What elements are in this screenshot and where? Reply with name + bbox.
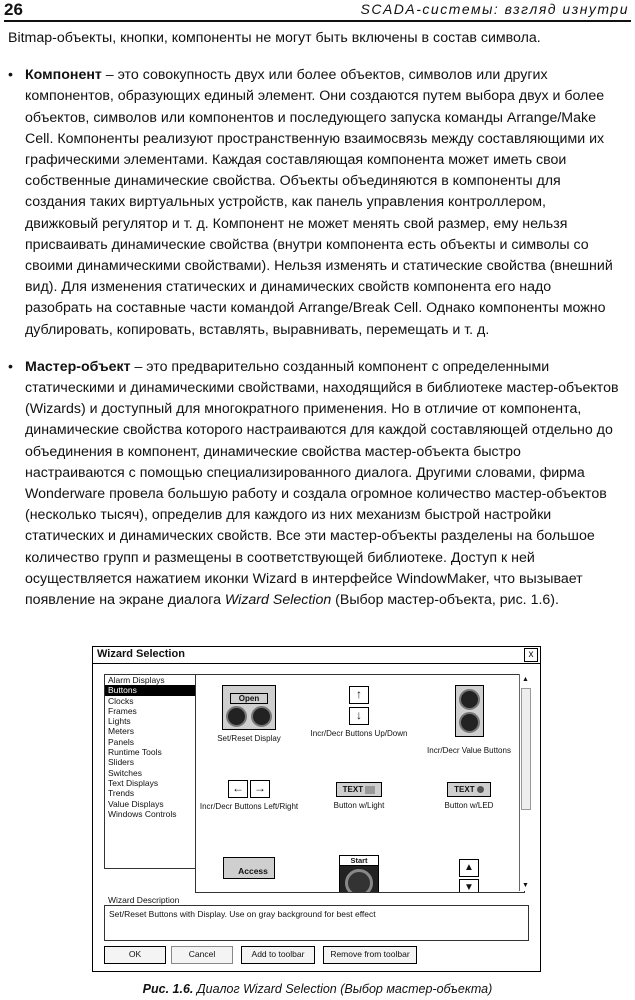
scroll-up-icon[interactable]: ▲ (522, 676, 529, 683)
wizard-set-reset-display[interactable] (195, 685, 304, 744)
arrow-up-icon: ↑ (349, 686, 369, 704)
list-item[interactable]: Trends (108, 788, 135, 799)
triangle-up-icon: ▲ (459, 859, 479, 877)
add-to-toolbar-button[interactable]: Add to toolbar (241, 946, 315, 964)
description-box: Set/Reset Buttons with Display. Use on gray background for best effect (104, 905, 529, 941)
italic-dialog-name: Wizard Selection (224, 592, 332, 609)
remove-from-toolbar-button[interactable]: Remove from toolbar (323, 946, 417, 964)
list-item[interactable]: Panels (108, 736, 134, 747)
wizard-label: Incr/Decr Buttons Up/Down (310, 729, 408, 738)
description-label: Wizard Description (108, 895, 180, 905)
light-indicator-icon (365, 786, 375, 794)
incr-round-icon (459, 689, 480, 710)
wizard-incr-decr-value[interactable] (414, 685, 524, 756)
list-item[interactable]: Buttons (105, 685, 195, 695)
start-round-icon (345, 869, 373, 893)
wizard-label: Set/Reset Display (217, 734, 281, 743)
start-label: Start (340, 856, 378, 866)
decr-round-icon (459, 712, 480, 733)
wizard-incr-decr-up-down[interactable] (304, 685, 414, 739)
triangle-down-icon: ▼ (459, 879, 479, 893)
reset-lamp-icon (226, 706, 247, 727)
wizard-label: Incr/Decr Value Buttons (427, 746, 511, 755)
bullet-master-object (8, 357, 620, 611)
list-item[interactable]: Text Displays (108, 777, 159, 788)
definition-text: – это предварительно созданный компонент с определенными статическими и динамическими свойствами, находящийся в библиотеке мастер-объектов (Wizards) и доступный для многократного применения. Но в отличие от компонента, динамические свойства которого настраиваются для каждой составляющей отдельно до объединения в компонент, динамические свойства мастер-объекта быстро настраиваются с помощью специализированного диалога. Другими словами, фирма Wonderware провела большую работу и создала огромное количество мастер-объектов (несколько тысяч), определив для каждого из них механизм быстрой настройки статических и динамических свойств. Все эти мастер-объекты разделены на большое количество групп и размещены в соответствующей библиотеке. Доступ к ней осуществляется нажатием иконки Wizard в интерфейсе WindowMaker, что вызывает появление на экране диалога (25, 358, 619, 609)
definition-text: – это совокупность двух или более объектов, символов или других компонентов, образующих единый элемент. Они создаются путем выбора двух и более объектов, символов или компонентов и последующего запуска команды Arrange/Make Cell. Компоненты реализуют пространственную взаимосвязь между составляющими их графическими элементами. Каждая составляющая компонента может иметь свои собственные динамические свойства. Объекты объединяются в компоненты для создания таких виртуальных устройств, как панель управления контроллером, движковый регулятор и т. д. Компонент не может менять свой размер, ему нельзя присваивать динамические свойства (внутри компонента есть объекты и символы со своими динамическими свойствами). Нельзя изменять и статические свойства (внешний вид). Для изменения статических и динамических свойств компонента его надо разобрать на составные части командой Arrange/Break Cell. Однако компоненты можно дублировать, копировать, вставлять, выравнивать, перемещать и т. д. (25, 67, 613, 338)
figure-number: Рис. 1.6. (142, 982, 194, 996)
category-list[interactable] (104, 674, 196, 869)
wizard-label: Incr/Decr Buttons Left/Right (199, 802, 299, 811)
bullet-marker: • (8, 67, 13, 84)
figure-caption (0, 982, 635, 996)
bullet-paragraph (25, 65, 620, 341)
bullet-component (8, 65, 620, 341)
page-number: 26 (4, 0, 23, 19)
arrow-left-icon: ← (228, 780, 248, 798)
bullet-marker: • (8, 358, 13, 375)
up-down-graphic (349, 685, 369, 725)
figure-caption-text: Диалог Wizard Selection (Выбор мастер-объекта) (193, 982, 493, 996)
cancel-button[interactable]: Cancel (171, 946, 233, 964)
triangle-buttons-graphic (459, 857, 479, 893)
close-icon[interactable]: x (524, 648, 538, 662)
led-indicator-icon (477, 786, 484, 793)
set-lamp-icon (251, 706, 272, 727)
text-caption: TEXT (454, 785, 475, 794)
button-led-graphic (447, 782, 491, 797)
preview-scrollbar[interactable] (519, 674, 531, 891)
list-item[interactable]: Lights (108, 716, 131, 727)
dialog-title: Wizard Selection (97, 648, 185, 660)
term-master-object: Мастер-объект (25, 358, 131, 375)
list-item[interactable]: Windows Controls (108, 808, 177, 819)
set-reset-graphic (222, 685, 276, 730)
intro-paragraph: Bitmap-объекты, кнопки, компоненты не могут быть включены в состав символа. (8, 30, 541, 46)
list-item[interactable]: Switches (108, 767, 143, 778)
wizard-up-down-triangles[interactable] (414, 857, 524, 893)
ok-button[interactable]: OK (104, 946, 166, 964)
wizard-incr-decr-left-right[interactable] (195, 779, 304, 812)
list-item[interactable]: Meters (108, 726, 134, 737)
text-caption: TEXT (342, 785, 364, 794)
list-item[interactable]: Alarm Displays (108, 675, 165, 685)
definition-tail: (Выбор мастер-объекта, рис. 1.6). (331, 592, 559, 609)
list-item[interactable]: Sliders (108, 757, 134, 768)
access-button-graphic: Access (223, 857, 275, 879)
wizard-button-with-light[interactable] (304, 779, 414, 811)
wizard-start-button[interactable] (304, 850, 414, 893)
bullet-paragraph (25, 357, 620, 611)
running-head: SCADA-системы: взгляд изнутри (360, 1, 629, 17)
value-buttons-graphic (455, 685, 484, 737)
open-label: Open (230, 693, 268, 704)
scroll-thumb[interactable] (521, 688, 531, 810)
list-item[interactable]: Frames (108, 705, 137, 716)
list-item[interactable]: Value Displays (108, 798, 164, 809)
wizard-preview-area (195, 674, 525, 893)
wizard-selection-dialog (92, 646, 541, 972)
wizard-button-with-led[interactable] (414, 779, 524, 811)
arrow-right-icon: → (250, 780, 270, 798)
wizard-label: Button w/Light (333, 801, 385, 810)
list-item[interactable]: Clocks (108, 695, 134, 706)
start-button-graphic (339, 855, 379, 893)
button-light-graphic (336, 782, 383, 797)
scroll-down-icon[interactable]: ▼ (522, 882, 529, 889)
arrow-down-icon: ↓ (349, 707, 369, 725)
body-text (8, 28, 620, 611)
wizard-access-button[interactable] (195, 857, 304, 879)
page-header (4, 0, 631, 22)
dialog-titlebar (93, 647, 540, 664)
list-item[interactable]: Runtime Tools (108, 747, 162, 758)
term-component: Компонент (25, 67, 102, 84)
wizard-label: Button w/LED (444, 801, 494, 810)
